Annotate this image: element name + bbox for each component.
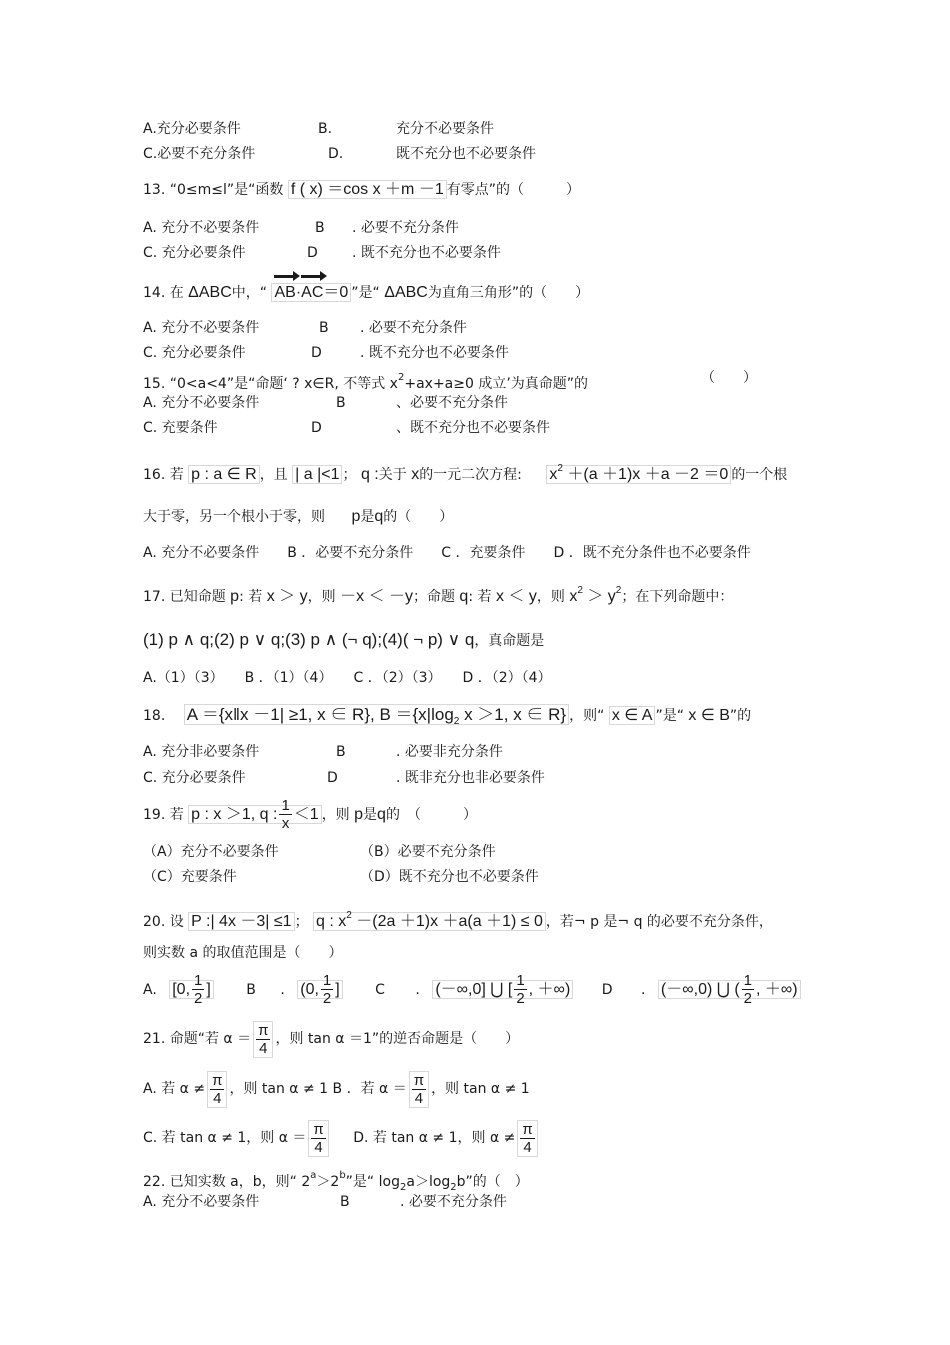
q21-option-a-2: ，则 tan α ≠ 1 B ．若 α ＝ (229, 1081, 407, 1097)
q20-number: 20. (143, 914, 166, 930)
q17-cond-1: x ＞ y (266, 588, 308, 605)
q20-text-1: 设 (169, 914, 184, 930)
q14-option-d: . 既不充分也不必要条件 (360, 345, 509, 361)
q14-triangle-1: ΔABC (188, 284, 232, 301)
q15-option-d-letter: D (311, 420, 322, 436)
q17-number: 17. (143, 589, 166, 605)
q19-q: q (377, 806, 386, 823)
q16-number: 16. (143, 467, 166, 483)
q14-option-b: . 必要不充分条件 (360, 320, 467, 336)
q21-text-2: ，则 tan α ＝1”的逆否命题是（ ） (275, 1031, 520, 1047)
q20-option-a: [0, $\frac{1}{2}$ ] (169, 980, 214, 999)
q17-text-6: ，则 (536, 589, 565, 605)
q18-option-d-letter: D (327, 770, 338, 786)
q18-option-a: A. 充分非必要条件 (143, 744, 260, 760)
q16-x: x (411, 466, 420, 483)
q15-option-b: 、必要不充分条件 (396, 395, 508, 411)
q17-text-5: : 若 (468, 589, 492, 605)
q16-line2-text-1: 大于零，另一个根小于零，则 (143, 509, 325, 525)
q21-stem (143, 1019, 519, 1059)
q22-text-4: a＞log (406, 1174, 451, 1190)
q17-p: p (230, 588, 240, 605)
q14-text-2: 中，“ (231, 285, 268, 301)
q19-option-b: （B）必要不充分条件 (360, 844, 496, 860)
q15-paren: （ ） (701, 370, 757, 386)
q12-option-a: A.充分必要条件 (143, 121, 241, 137)
q17-text-7: ；在下列命题中： (621, 589, 734, 605)
q15-stem (143, 369, 588, 393)
q20-options: A. [0, $\frac{1}{2}$ ] B . (0, $\frac{1}{2}$ ] C . (－∞,0] ⋃ [ $\frac{1}{2}$ , ＋∞) D . (－∞,0) ⋃ ( $\frac{1}{2}$ , ＋∞) (143, 970, 801, 1010)
q15-text-1: “0<a<4”是“命题‘ ? x∈R, 不等式 x (169, 376, 398, 392)
q21-fraction: $\frac{\pi}{4}$ (253, 1021, 273, 1058)
q20-text-3: ，若¬ p 是¬ q 的必要不充分条件， (545, 914, 773, 930)
q13-option-c: C. 充分必要条件 (143, 245, 246, 261)
q14-number: 14. (143, 285, 166, 301)
q13-option-a: A. 充分不必要条件 (143, 220, 260, 236)
q15-number: 15. (143, 376, 166, 392)
vector-arrow-icon (301, 275, 323, 278)
q18-option-b-letter: B (336, 744, 346, 760)
q18-text-1: ，则“ (569, 708, 605, 724)
q15-option-c: C. 充要条件 (143, 420, 218, 436)
q17-cond-3: x ＜ y (495, 588, 537, 605)
q13-option-d: . 既不充分也不必要条件 (352, 245, 501, 261)
q22-text-3: ”是“ log (345, 1174, 400, 1190)
q18-text-3: ”的 (729, 708, 752, 724)
q17-line2-text: ，真命题是 (474, 633, 545, 649)
q13-option-d-letter: D (307, 245, 318, 261)
q16-text-4: 关于 (378, 467, 407, 483)
q12-option-b: 充分不必要条件 (396, 121, 494, 137)
q20-option-c-letter: C (375, 982, 385, 998)
q19-number: 19. (143, 807, 166, 823)
q21-options-cd: C. 若 tan α ≠ 1，则 α ＝ $\frac{\pi}{4}$ D. 若 tan α ≠ 1，则 α ≠ $\frac{\pi}{4}$ (143, 1118, 540, 1158)
q21-number: 21. (143, 1031, 166, 1047)
q20-q-condition: q : $x^2 -(2a +1)x +a(a +1) \le 0$ (313, 912, 546, 931)
q18-text-2: ”是“ (655, 708, 684, 724)
q14-option-b-letter: B (319, 320, 329, 336)
q18-x-in-b: x ∈ B (688, 707, 730, 724)
q15-option-a: A. 充分不必要条件 (143, 395, 260, 411)
q15-option-b-letter: B (336, 395, 346, 411)
q12-option-c: C.必要不充分条件 (143, 146, 256, 162)
q14-text-1: 在 (169, 285, 184, 301)
q21-option-b-end: ，则 tan α ≠ 1 (431, 1081, 530, 1097)
q15-option-d: 、既不充分也不必要条件 (396, 420, 550, 436)
q14-equals-zero: ＝0 (323, 284, 349, 301)
q16-text-2: ，且 (259, 467, 288, 483)
q21-option-a-1: A. 若 α ≠ (143, 1081, 206, 1097)
q20-option-a-letter: A. (143, 982, 157, 998)
q16-stem-line-2 (143, 508, 453, 526)
q14-vector-expression (271, 283, 351, 302)
q16-options: A. 充分不必要条件 B ．必要不充分条件 C ．充要条件 D ．既不充分条件也不必要条件 (143, 545, 751, 561)
q13-stem (143, 181, 580, 199)
q16-p: p (351, 508, 361, 525)
q18-option-b: . 必要非充分条件 (396, 744, 503, 760)
q17-q: q (459, 588, 469, 605)
q19-text-4: 的 （ ） (385, 807, 477, 823)
q18-number: 18. (143, 708, 166, 724)
q22-text-2: ＞2 (316, 1174, 340, 1190)
q16-stem (143, 460, 787, 484)
q14-triangle-2: ΔABC (384, 284, 428, 301)
q16-text-3: ； (342, 467, 357, 483)
q21-option-d: D. 若 tan α ≠ 1，则 α ≠ (353, 1130, 516, 1146)
q18-set-definition: A ＝{x‖x －1| ≥1, x ∈ R}, $B =\{x|\log_2$ x ＞1, x ∈ R} (184, 704, 569, 725)
q22-text-5: b”的（ ） (456, 1174, 529, 1190)
q19-option-d: （D）既不充分也不必要条件 (360, 869, 539, 885)
q17-text-4: ；命题 (412, 589, 455, 605)
q19-option-a: （A）充分不必要条件 (143, 844, 279, 860)
q19-option-c: （C）充要条件 (143, 869, 237, 885)
q13-option-b-letter: B (315, 220, 325, 236)
q22-option-b: . 必要不充分条件 (400, 1194, 507, 1210)
q16-line2-text-2: 是 (360, 509, 375, 525)
q16-text-6: 的一个根 (731, 467, 788, 483)
q19-condition: p : x ＞1, q : $\frac{1}{x}$ ＜1 (188, 805, 322, 824)
q17-proposition-list: (1) p ∧ q;(2) p ∨ q;(3) p ∧ (¬ q);(4)( ¬ p) ∨ q (143, 630, 475, 649)
q16-text-5: 的一元二次方程: (419, 467, 522, 483)
q18-x-in-a: x ∈ A (609, 706, 656, 725)
q20-option-c: (－∞,0] ⋃ [ $\frac{1}{2}$ , ＋∞) (432, 980, 573, 999)
q14-text-3: ”是“ (351, 285, 380, 301)
q14-vector-ac: AC (301, 284, 323, 302)
q19-text-3: 是 (363, 807, 378, 823)
q19-text-2: ，则 (321, 807, 350, 823)
q13-number: 13. (143, 182, 166, 198)
q14-vector-ab: AB (274, 284, 295, 302)
q13-text-2: 有零点”的（ ） (446, 182, 580, 198)
q22-option-a: A. 充分不必要条件 (143, 1194, 260, 1210)
q14-text-4: 为直角三角形”的（ ） (427, 285, 590, 301)
q16-p-statement: p : a ∈ R (188, 465, 260, 484)
vector-arrow-icon (274, 275, 295, 278)
q19-text-1: 若 (169, 807, 184, 823)
q16-q-label: q : (360, 466, 379, 483)
q12-option-d-letter: D. (328, 146, 344, 162)
q22-number: 22. (143, 1174, 166, 1190)
q17-options: A.（1）（3） B ．（1）（4） C ．（2）（3） D ．（2）（4） (143, 670, 552, 686)
q22-text-1: 已知实数 a，b，则“ 2 (169, 1174, 311, 1190)
q15-superscript: 2 (397, 372, 405, 383)
q16-text-1: 若 (169, 467, 184, 483)
q19-stem (143, 795, 477, 835)
q20-text-2: ； (294, 914, 309, 930)
q14-stem (143, 284, 589, 302)
q16-q: q (374, 508, 384, 525)
q21-option-c: C. 若 tan α ≠ 1，则 α ＝ (143, 1130, 307, 1146)
q17-propositions (143, 631, 544, 650)
q17-cond-4: $x^2 > y^2$ (569, 585, 622, 605)
q14-dot: · (295, 284, 302, 301)
q18-option-c: C. 充分必要条件 (143, 770, 246, 786)
q17-text-2: : 若 (239, 589, 263, 605)
q17-text-1: 已知命题 (169, 589, 226, 605)
q12-option-d: 既不充分也不必要条件 (396, 146, 536, 162)
q20-option-d-letter: D (601, 982, 613, 998)
q14-option-d-letter: D (311, 345, 322, 361)
q16-abs-condition: | a |<1 (292, 465, 342, 484)
q20-stem-line-2: 则实数 a 的取值范围是（ ） (143, 945, 343, 961)
q17-stem (143, 582, 733, 606)
q16-line2-text-3: 的（ ） (383, 509, 454, 525)
q14-option-a: A. 充分不必要条件 (143, 320, 260, 336)
q21-text-1: 命题“若 α ＝ (169, 1031, 252, 1047)
q19-p: p (354, 806, 364, 823)
q16-equation: $x^2 +(a +1)x +a -2 =0$ (546, 465, 731, 484)
q15-text-2: +ax+a≥0 成立’为真命题”的 (404, 376, 589, 392)
q12-option-b-letter: B. (318, 121, 333, 137)
q13-text-1: “0≤m≤l”是“函数 (169, 182, 284, 198)
q13-function-expression: f ( x) ＝cos x ＋m －1 (288, 180, 447, 199)
q20-option-d: (－∞,0) ⋃ ( $\frac{1}{2}$ , ＋∞) (658, 980, 801, 999)
q17-text-3: ，则 (307, 589, 336, 605)
q20-stem (143, 907, 773, 931)
q13-option-b: . 必要不充分条件 (352, 220, 459, 236)
q18-option-d: . 既非充分也非必要条件 (396, 770, 545, 786)
q21-options-ab: A. 若 α ≠ $\frac{\pi}{4}$ ，则 tan α ≠ 1 B ．若 α ＝ $\frac{\pi}{4}$ ，则 tan α ≠ 1 (143, 1071, 530, 1107)
q20-option-b-letter: B (246, 982, 256, 998)
q19-fraction: $\frac{1}{x}$ (281, 797, 290, 833)
q20-p-condition: P :| 4x －3| ≤1 (188, 912, 294, 931)
q14-option-c: C. 充分必要条件 (143, 345, 246, 361)
q18-stem (143, 706, 751, 731)
q17-cond-2: －x ＜ －y (340, 588, 413, 605)
q22-option-b-letter: B (340, 1194, 350, 1210)
q20-option-b: (0, $\frac{1}{2}$ ] (297, 980, 342, 999)
q22-stem: 22. 已知实数 a，b，则“ $2^a>2^b$”是“ $\log_2a>\log_2b$”的（ ） (143, 1170, 529, 1193)
